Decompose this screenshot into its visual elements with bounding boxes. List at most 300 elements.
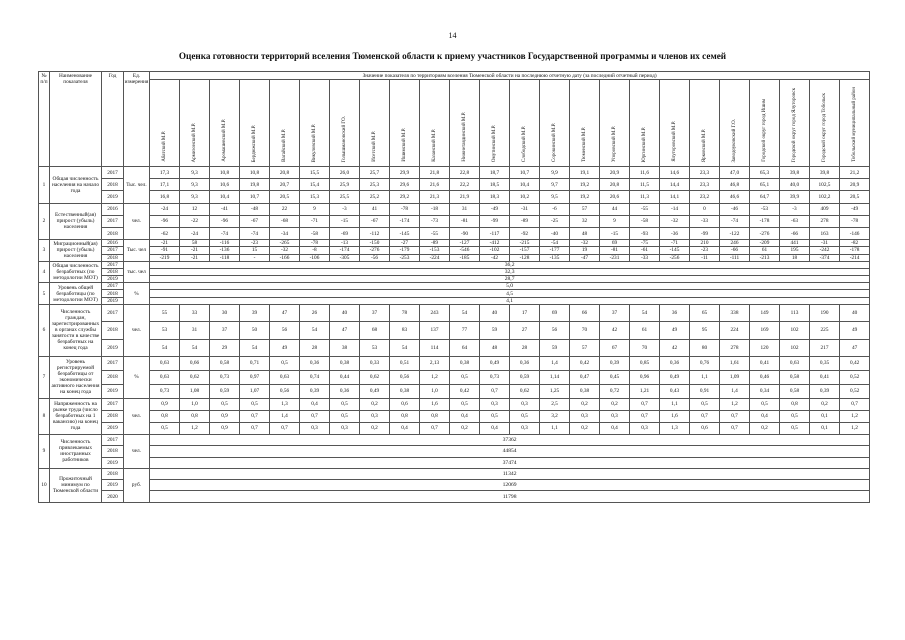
value-cell: 1,08 [180,384,210,398]
value-cell: 0,46 [750,370,780,384]
value-cell: 102,2 [810,191,840,203]
value-cell: -23 [240,240,270,247]
value-cell: -166 [270,254,300,261]
area-header [330,80,360,167]
value-cell: -33 [630,254,660,261]
unit-cell: чел. [124,398,150,434]
value-cell: -146 [840,227,870,239]
value-cell: -71 [300,215,330,227]
value-cell: 0,5 [210,398,240,410]
value-cell: 9,3 [180,179,210,191]
region-value-cell: 11342 [150,468,870,479]
unit-cell: Тыс. чел. [124,167,150,204]
value-cell: 0,5 [780,410,810,422]
row-number: 2 [39,203,50,240]
value-cell: 31 [450,203,480,215]
unit-cell: Тыс. чел [124,240,150,262]
value-cell: -179 [390,247,420,254]
table-row [39,276,870,283]
value-cell: 0,51 [390,356,420,370]
area-header-label: Исетский М.Р. [371,131,377,162]
value-cell: 0,63 [780,356,810,370]
value-cell: 15 [240,247,270,254]
value-cell: 0,3 [510,398,540,410]
value-cell: 0,4 [450,410,480,422]
value-cell: 243 [420,304,450,321]
indicator-name: Уровень регистрируемой безработицы от экономически активного населения на конец года [50,356,102,398]
value-cell: 1,2 [840,410,870,422]
value-cell: -68 [270,215,300,227]
value-cell: 29,9 [390,167,420,179]
value-cell: -412 [480,240,510,247]
table-row [39,261,870,268]
unit-cell: % [124,356,150,398]
year-cell: 2017 [102,261,124,268]
value-cell: 83 [390,322,420,339]
value-cell: 0,58 [780,370,810,384]
value-cell: 57 [570,203,600,215]
value-cell: 31 [180,322,210,339]
value-cell: 9,5 [540,191,570,203]
value-cell: -178 [840,247,870,254]
value-cell: 44 [600,203,630,215]
value-cell: 0,7 [630,410,660,422]
value-cell: -21 [180,247,210,254]
value-cell: 1,09 [720,370,750,384]
value-cell: 1,3 [660,422,690,434]
value-cell: 19,2 [570,179,600,191]
value-cell: 0,2 [600,398,630,410]
value-cell: 18,5 [480,179,510,191]
value-cell: 9,3 [180,191,210,203]
value-cell: 70 [570,322,600,339]
value-cell: 0,38 [390,384,420,398]
value-cell: 0,36 [510,356,540,370]
value-cell: 2,13 [420,356,450,370]
value-cell: -253 [390,254,420,261]
year-cell: 2016 [102,240,124,247]
value-cell: 113 [780,304,810,321]
area-header-label: Сорокинский М.Р. [551,123,557,162]
value-cell: -22 [180,215,210,227]
value-cell: -3 [780,203,810,215]
value-cell: -32 [660,215,690,227]
value-cell: -219 [150,254,180,261]
value-cell: 10,6 [210,179,240,191]
table-row [39,322,870,339]
value-cell: -305 [330,254,360,261]
value-cell: 246 [720,240,750,247]
value-cell: 54 [390,339,420,356]
area-header [450,80,480,167]
value-cell: 40 [480,304,510,321]
year-cell: 2019 [102,191,124,203]
value-cell: 23,2 [690,191,720,203]
value-cell: -71 [660,240,690,247]
row-number: 8 [39,398,50,434]
value-cell: 15,3 [300,191,330,203]
value-cell: 1,0 [180,398,210,410]
value-cell: 1,21 [630,384,660,398]
value-cell: 61 [630,322,660,339]
value-cell: 47 [840,339,870,356]
value-cell: 0,58 [780,384,810,398]
value-cell: 0,2 [750,422,780,434]
area-header-label: Казанский М.Р. [431,129,437,162]
value-cell: -8 [300,247,330,254]
value-cell: 0,44 [330,370,360,384]
value-cell: 0,42 [570,356,600,370]
value-cell: 65,3 [750,167,780,179]
value-cell: 21,8 [420,167,450,179]
value-cell: 224 [720,322,750,339]
value-cell: 19 [570,247,600,254]
value-cell: 137 [420,322,450,339]
value-cell: -54 [540,240,570,247]
row-number: 4 [39,261,50,283]
value-cell: 9,7 [540,179,570,191]
value-cell: -82 [840,240,870,247]
year-cell: 2018 [102,446,124,457]
value-cell: 20,9 [600,167,630,179]
value-cell: 53 [150,322,180,339]
value-cell: -90 [450,227,480,239]
value-cell: -31 [510,203,540,215]
value-cell: - [240,254,270,261]
row-number: 1 [39,167,50,204]
value-cell: -13 [330,240,360,247]
area-header [420,80,450,167]
value-cell: -3 [330,203,360,215]
value-cell: 0,73 [210,370,240,384]
value-cell: 0,1 [810,422,840,434]
table-row [39,297,870,304]
value-cell: 0,3 [510,422,540,434]
area-header-row [39,80,870,167]
value-cell: 64 [450,339,480,356]
value-cell: -56 [360,254,390,261]
value-cell: 0,39 [810,384,840,398]
value-cell: -31 [810,240,840,247]
value-cell: 55 [150,304,180,321]
value-cell: 0,7 [270,422,300,434]
header-indicator: Наименование показателя [50,72,102,167]
value-cell: 56 [270,322,300,339]
value-cell: 20,5 [270,191,300,203]
value-cell: 0,96 [630,370,660,384]
area-header [180,80,210,167]
value-cell: 18,3 [480,191,510,203]
value-cell: -61 [630,247,660,254]
value-cell: -136 [210,247,240,254]
area-header-label: Заводоуковский Г.О. [731,118,737,162]
value-cell: -32 [570,240,600,247]
value-cell: -111 [720,254,750,261]
value-cell: -150 [360,240,390,247]
value-cell: 102 [780,339,810,356]
value-cell: 0,2 [450,422,480,434]
table-row [39,268,870,275]
value-cell: -174 [390,215,420,227]
table-row [39,203,870,215]
value-cell: 0,36 [330,384,360,398]
value-cell: 56 [540,322,570,339]
value-cell: -49 [840,203,870,215]
value-cell: 0,3 [360,410,390,422]
area-header [660,80,690,167]
area-header-label: Омутинский М.Р. [491,124,497,162]
value-cell: -153 [420,247,450,254]
value-cell: 3,2 [540,410,570,422]
value-cell: 1,25 [540,384,570,398]
value-cell: 42 [600,322,630,339]
value-cell: -117 [480,227,510,239]
indicator-name: Общая численность населения на начало года [50,167,102,204]
value-cell: 12 [180,203,210,215]
value-cell: 46,6 [720,191,750,203]
area-header [690,80,720,167]
value-cell: 25,3 [360,179,390,191]
value-cell: 54 [240,339,270,356]
indicator-name: Прожиточный минимум по Тюменской области [50,468,102,502]
area-header-label: Ишимский М.Р. [401,128,407,162]
value-cell: -67 [360,215,390,227]
value-cell: 54 [150,339,180,356]
area-header [600,80,630,167]
area-header-label: Юргинский М.Р. [641,126,647,162]
indicator-name: Миграционный(ая) прирост (убыль) населения [50,240,102,262]
value-cell: 0,43 [660,384,690,398]
value-cell: 0,41 [750,356,780,370]
value-cell: 0,7 [720,422,750,434]
value-cell: 0,39 [300,384,330,398]
value-cell: 54 [450,304,480,321]
value-cell: 0,2 [570,422,600,434]
value-cell: 0,3 [600,410,630,422]
value-cell: -127 [450,240,480,247]
indicator-name: Естественный(ая) прирост (убыль) населения [50,203,102,240]
value-cell: 29,6 [390,179,420,191]
value-cell: 0,5 [780,422,810,434]
value-cell: 33 [180,304,210,321]
value-cell: 278 [720,339,750,356]
value-cell: 0,5 [450,370,480,384]
value-cell: 0,4 [390,422,420,434]
table-row [39,167,870,179]
value-cell: 1,2 [180,422,210,434]
header-num: № п/п [39,72,50,167]
year-cell: 2018 [102,370,124,384]
value-cell: 0,56 [390,370,420,384]
value-cell: 39 [240,304,270,321]
value-cell: 48 [570,227,600,239]
year-cell: 2019 [102,480,124,491]
region-value-cell: 12069 [150,480,870,491]
value-cell: 0,59 [210,384,240,398]
value-cell: 0,8 [420,410,450,422]
table-row [39,480,870,491]
value-cell: 9 [600,215,630,227]
value-cell: 0,91 [690,384,720,398]
unit-cell: тыс. чел [124,261,150,283]
value-cell: -23 [690,247,720,254]
value-cell: 26,0 [330,167,360,179]
value-cell: 40 [840,304,870,321]
value-cell: 217 [810,339,840,356]
value-cell: 41 [360,203,390,215]
value-cell: -265 [270,240,300,247]
value-cell: 21,2 [840,167,870,179]
value-cell: 59 [480,322,510,339]
unit-cell: чел. [124,203,150,240]
value-cell: 102,5 [810,179,840,191]
value-cell: -145 [390,227,420,239]
value-cell: -74 [210,227,240,239]
value-cell: 1,1 [540,422,570,434]
area-header [480,80,510,167]
value-cell: 149 [750,304,780,321]
value-cell: 0,35 [810,356,840,370]
value-cell: 39,9 [780,191,810,203]
value-cell: -276 [750,227,780,239]
value-cell: 65,1 [750,179,780,191]
value-cell: -256 [660,254,690,261]
area-header [630,80,660,167]
value-cell: 0,9 [210,422,240,434]
value-cell: 1,61 [720,356,750,370]
value-cell: -102 [480,247,510,254]
unit-cell: % [124,283,150,305]
year-cell: 2019 [102,276,124,283]
value-cell: 0,76 [690,356,720,370]
value-cell: -91 [150,247,180,254]
value-cell: 0,5 [330,410,360,422]
value-cell: 49 [270,339,300,356]
year-cell: 2019 [102,422,124,434]
value-cell: 0,3 [330,422,360,434]
value-cell: 17 [510,304,540,321]
value-cell: 27 [510,322,540,339]
table-row [39,227,870,239]
table-row [39,339,870,356]
value-cell: -67 [240,215,270,227]
value-cell: 61 [750,247,780,254]
value-cell: -15 [330,215,360,227]
value-cell: 15,5 [300,167,330,179]
area-header [360,80,390,167]
value-cell: 0,85 [630,356,660,370]
area-header-label: Вагайский М.Р. [281,129,287,162]
value-cell: 39,8 [780,167,810,179]
value-cell: -62 [150,227,180,239]
value-cell: 0,42 [450,384,480,398]
value-cell: 9,9 [540,167,570,179]
value-cell: 65 [690,304,720,321]
area-header-label: Городской округ город Тобольск [821,93,827,162]
area-header [270,80,300,167]
table-row [39,422,870,434]
value-cell: 20,8 [600,179,630,191]
value-cell: -14 [660,203,690,215]
value-cell: 0,2 [360,398,390,410]
value-cell: -157 [510,247,540,254]
value-cell: 0,3 [480,398,510,410]
year-cell: 2017 [102,356,124,370]
value-cell: 0,9 [210,410,240,422]
value-cell: 9 [300,203,330,215]
value-cell: 10,7 [510,167,540,179]
value-cell: 37 [600,304,630,321]
value-cell: 57 [570,339,600,356]
value-cell: 0,7 [300,410,330,422]
value-cell: 46,8 [720,179,750,191]
value-cell: 0,52 [840,384,870,398]
indicator-name: Численность привлекаемых иностранных работников [50,434,102,468]
value-cell: 0,62 [180,370,210,384]
table-row [39,410,870,422]
value-cell: 195 [780,247,810,254]
year-cell: 2017 [102,215,124,227]
value-cell: 0,2 [360,422,390,434]
value-cell: -47 [570,254,600,261]
area-header [240,80,270,167]
value-cell: 40,0 [780,179,810,191]
area-header-label: Тобольский муниципальный район [851,87,857,162]
header-values-caption: Значение показателя по территориям вселения Тюменской области на последнюю отчетную дату (за последний отчетный период) [150,72,870,80]
value-cell: -145 [660,247,690,254]
value-cell: 0,71 [240,356,270,370]
year-cell: 2017 [102,434,124,445]
value-cell: -81 [600,247,630,254]
value-cell: 1,3 [270,398,300,410]
value-cell: 1,4 [720,384,750,398]
value-cell: -185 [450,254,480,261]
value-cell: 0,5 [750,398,780,410]
table-row [39,384,870,398]
value-cell: 0,49 [360,384,390,398]
value-cell: 0 [690,203,720,215]
area-header [840,80,870,167]
value-cell: 9,3 [180,167,210,179]
year-cell: 2018 [102,254,124,261]
value-cell: 21,9 [450,191,480,203]
year-cell: 2019 [102,384,124,398]
value-cell: 16,8 [150,191,180,203]
area-header-label: Городской округ город Ялуторовск [791,87,797,162]
table-row [39,370,870,384]
value-cell: 0,9 [150,398,180,410]
value-cell: 0,66 [180,356,210,370]
year-cell: 2017 [102,304,124,321]
value-cell: 17,1 [150,179,180,191]
value-cell: 21,6 [420,179,450,191]
value-cell: 47,0 [720,167,750,179]
area-header-label: Нижнетавдинский М.Р. [461,112,467,162]
region-value-cell: 36,2 [150,261,870,268]
area-header [150,80,180,167]
value-cell: -112 [360,227,390,239]
value-cell: 169 [750,322,780,339]
value-cell: 77 [450,322,480,339]
indicator-name: Уровень общей безработицы (по методологии МОТ) [50,283,102,305]
value-cell: 0,41 [810,370,840,384]
region-value-cell: 37362 [150,434,870,445]
header-unit: Ед. измерения [124,72,150,167]
table-row [39,283,870,290]
value-cell: 37 [210,322,240,339]
value-cell: 1,1 [660,398,690,410]
value-cell: 114 [420,339,450,356]
